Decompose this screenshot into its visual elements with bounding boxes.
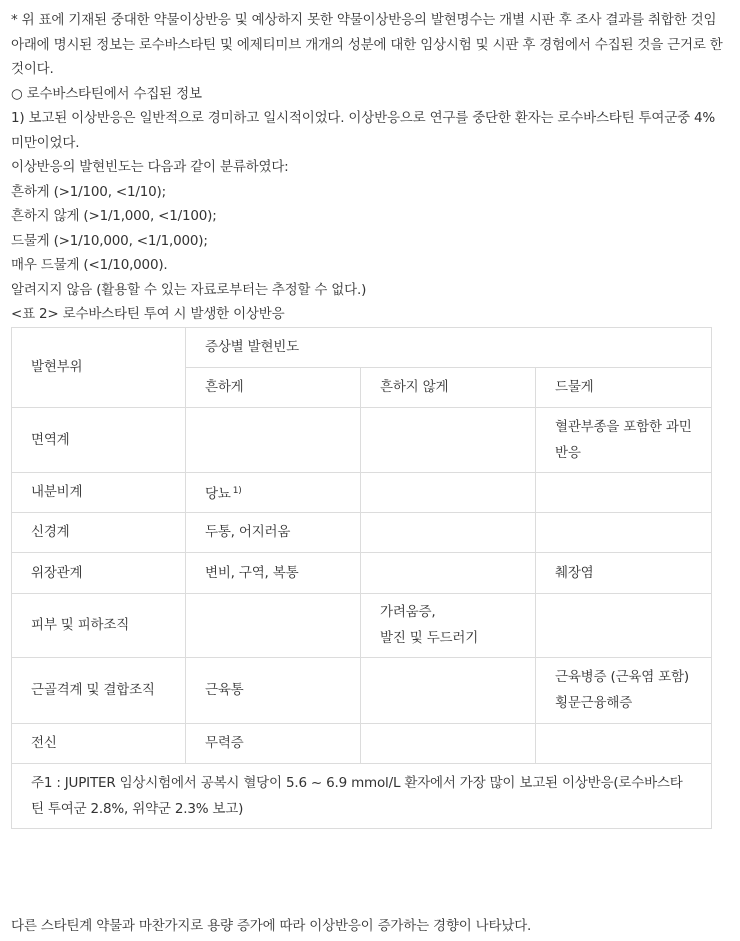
- table-footnote-row: [12, 763, 712, 828]
- frequency-common: 흔하게 (>1/100, <1/10);: [11, 183, 166, 200]
- frequency-unknown: 알려지지 않음 (활용할 수 있는 자료로부터는 추정할 수 없다.): [11, 281, 367, 298]
- header-common: 흔하게: [186, 367, 361, 407]
- table-row: [12, 512, 712, 552]
- header-rare: 드물게: [536, 367, 712, 407]
- header-uncommon: 흔하지 않게: [361, 367, 536, 407]
- cell-rare: 근육병증 (근육염 포함) 횡문근융해증: [536, 657, 712, 723]
- table-footnote: 주1 : JUPITER 임상시험에서 공복시 혈당이 5.6 ~ 6.9 mmol/L 환자에서 가장 많이 보고된 이상반응(로수바스타틴 투여군 2.8%, 위약군 2.3% 보고): [12, 763, 712, 828]
- cell-rare: [536, 512, 712, 552]
- footnote-marker: 1): [232, 485, 242, 496]
- cell-site: 근골격계 및 결합조직: [12, 657, 186, 723]
- cell-site: 내분비계: [12, 472, 186, 512]
- cell-uncommon: [361, 657, 536, 723]
- cell-common: 근육통: [186, 657, 361, 723]
- document-body: [11, 8, 723, 829]
- table-caption: <표 2> 로수바스타틴 투여 시 발생한 이상반응: [11, 306, 285, 322]
- frequency-very-rare: 매우 드물게 (<1/10,000).: [11, 257, 168, 273]
- cell-uncommon: 가려움증, 발진 및 두드러기: [361, 593, 536, 657]
- cell-uncommon: [361, 723, 536, 763]
- header-site: 발현부위: [12, 327, 186, 407]
- cell-rare: 혈관부종을 포함한 과민반응: [536, 407, 712, 472]
- cell-uncommon: [361, 472, 536, 512]
- cell-rare: 췌장염: [536, 552, 712, 593]
- adverse-reaction-table: [11, 327, 712, 829]
- cell-common: [186, 472, 361, 512]
- cell-uncommon: [361, 552, 536, 593]
- header-frequency-group: 증상별 발현빈도: [186, 327, 712, 367]
- section-heading: ○ 로수바스타틴에서 수집된 정보: [11, 85, 202, 102]
- summary-paragraph: 1) 보고된 이상반응은 일반적으로 경미하고 일시적이었다. 이상반응으로 연구를 중단한 환자는 로수바스타틴 투여군중 4% 미만이었다.: [11, 110, 716, 151]
- cell-common: [186, 593, 361, 657]
- table-row: [12, 723, 712, 763]
- cell-site: 면역계: [12, 407, 186, 472]
- cell-site: 피부 및 피하조직: [12, 593, 186, 657]
- cell-uncommon: [361, 407, 536, 472]
- table-row: [12, 552, 712, 593]
- note-line: * 위 표에 기재된 중대한 약물이상반응 및 예상하지 못한 약물이상반응의 발현명수는 개별 시판 후 조사 결과를 취합한 것임: [11, 12, 717, 28]
- table-row: [12, 472, 712, 512]
- table-row: [12, 593, 712, 657]
- closing-statement: 다른 스타틴계 약물과 마찬가지로 용량 증가에 따라 이상반응이 증가하는 경향이 나타났다.: [11, 918, 532, 934]
- cell-rare: [536, 723, 712, 763]
- source-statement: 아래에 명시된 정보는 로수바스타틴 및 에제티미브 개개의 성분에 대한 임상시험 및 시판 후 경험에서 수집된 것을 근거로 한 것이다.: [11, 36, 723, 77]
- table-row: [12, 657, 712, 723]
- cell-common: 무력증: [186, 723, 361, 763]
- cell-uncommon: [361, 512, 536, 552]
- cell-common-text: 당뇨: [205, 485, 231, 502]
- cell-site: 신경계: [12, 512, 186, 552]
- cell-rare: [536, 472, 712, 512]
- cell-site: 위장관계: [12, 552, 186, 593]
- frequency-rare: 드물게 (>1/10,000, <1/1,000);: [11, 232, 208, 249]
- cell-common: 변비, 구역, 복통: [186, 552, 361, 593]
- cell-rare: [536, 593, 712, 657]
- frequency-uncommon: 흔하지 않게 (>1/1,000, <1/100);: [11, 208, 217, 224]
- cell-site: 전신: [12, 723, 186, 763]
- frequency-intro: 이상반응의 발현빈도는 다음과 같이 분류하였다:: [11, 159, 289, 175]
- cell-common: [186, 407, 361, 472]
- table-row: [12, 407, 712, 472]
- cell-common: 두통, 어지러움: [186, 512, 361, 552]
